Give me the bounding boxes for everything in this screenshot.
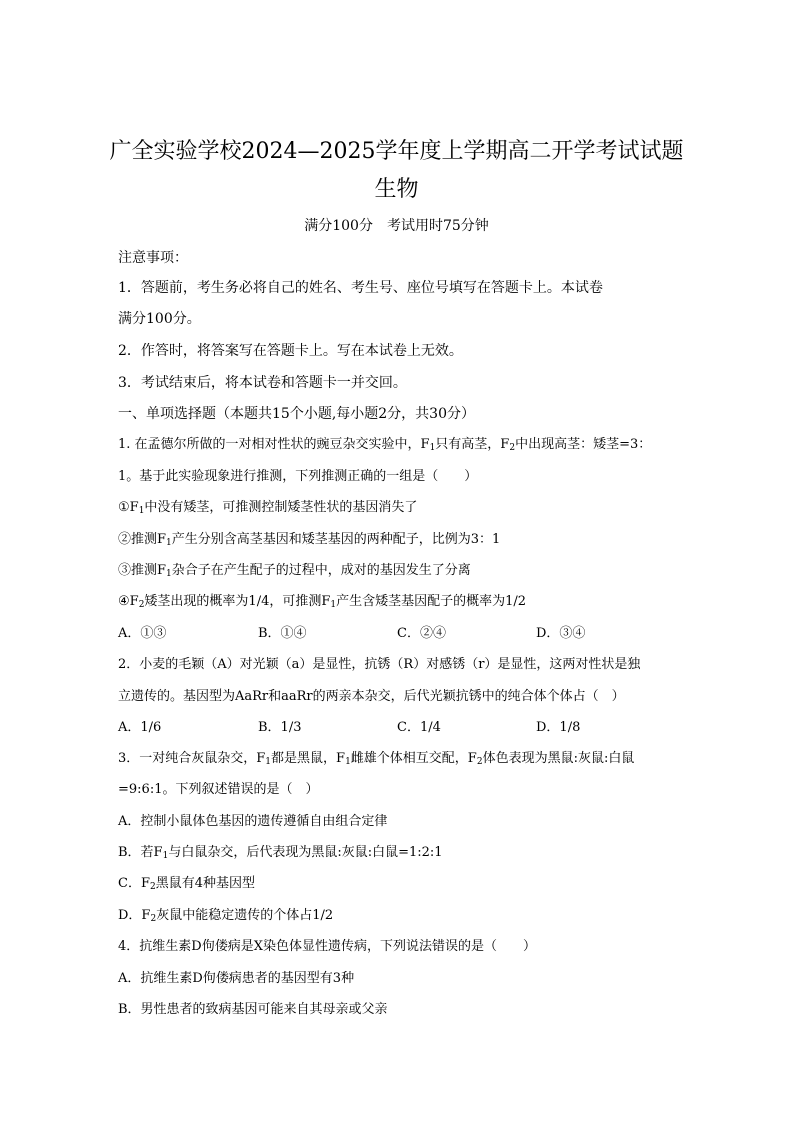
- q2-stem-line1: 2．小麦的毛颖（A）对光颖（a）是显性，抗锈（R）对感锈（r）是显性，这两对性状是独: [118, 657, 641, 672]
- q2-stem-line2: 立遗传的。基因型为AaRr和aaRr的两亲本杂交，后代光颖抗锈中的纯合体个体占（ ）: [118, 689, 625, 704]
- q1-statement-2: ②推测$F_1$产生分别含高茎基因和矮茎基因的两种配子，比例为3：1: [118, 532, 501, 548]
- note-item-2: 2．作答时，将答案写在答题卡上。写在本试卷上无效。: [118, 343, 463, 359]
- q3-option-c: C．$F_2$黑鼠有4种基因型: [118, 876, 255, 892]
- note-item-1-cont: 满分100分。: [118, 311, 201, 327]
- q2-option-b: B．1/3: [258, 720, 302, 735]
- q1-option-b: B．①④: [258, 626, 307, 641]
- q3-stem-line2: =9:6:1。下列叙述错误的是（ ）: [118, 782, 319, 797]
- q1-stem-line1: 1. 在孟德尔所做的一对相对性状的豌豆杂交实验中，$F_1$只有高茎，$F_2$中出现高茎：矮茎=3：: [118, 437, 652, 453]
- q1-statement-1: $①F_1$中没有矮茎，可推测控制矮茎性状的基因消失了: [118, 500, 418, 516]
- q3-stem-line1: 3．一对纯合灰鼠杂交，$F_1$都是黑鼠，$F_1$雌雄个体相互交配，$F_2$体色表现为黑鼠:灰鼠:白鼠: [118, 751, 635, 767]
- exam-title: 广全实验学校2024—2025学年度上学期高二开学考试试题: [109, 139, 684, 164]
- score-info: 满分100分 考试用时75分钟: [304, 218, 489, 234]
- q4-stem: 4．抗维生素D佝偻病是X染色体显性遗传病，下列说法错误的是（ ）: [118, 939, 536, 954]
- q2-option-a: A．1/6: [118, 720, 162, 735]
- q2-option-c: C．1/4: [397, 720, 441, 735]
- note-item-3: 3．考试结束后，将本试卷和答题卡一并交回。: [118, 375, 407, 391]
- q1-stem-line2: 1。基于此实验现象进行推测，下列推测正确的一组是（ ）: [118, 469, 478, 484]
- q1-option-c: C．②④: [397, 626, 446, 641]
- q1-option-a: A．①③: [118, 626, 167, 641]
- q4-option-b: B．男性患者的致病基因可能来自其母亲或父亲: [118, 1002, 388, 1017]
- note-item-1: 1．答题前，考生务必将自己的姓名、考生号、座位号填写在答题卡上。本试卷: [118, 280, 603, 296]
- section-heading: 一、单项选择题（本题共15个小题,每小题2分，共30分）: [118, 406, 475, 422]
- q1-option-d: D．③④: [536, 626, 586, 641]
- q1-statement-4: $④F_2$矮茎出现的概率为1/4，可推测$F_1$产生含矮茎基因配子的概率为1/2: [118, 594, 527, 610]
- q1-statement-3: ③推测$F_1$杂合子在产生配子的过程中，成对的基因发生了分离: [118, 563, 471, 579]
- q2-option-d: D．1/8: [536, 720, 581, 735]
- q4-option-a: A．抗维生素D佝偻病患者的基因型有3种: [118, 971, 355, 986]
- q3-option-d: D．$F_2$灰鼠中能稳定遗传的个体占1/2: [118, 908, 334, 924]
- q3-option-b: B．若$F_1$与白鼠杂交，后代表现为黑鼠:灰鼠:白鼠=1:2:1: [118, 845, 443, 861]
- subject-title: 生物: [374, 177, 419, 202]
- q3-option-a: A．控制小鼠体色基因的遗传遵循自由组合定律: [118, 814, 388, 829]
- notes-heading: 注意事项：: [118, 250, 188, 266]
